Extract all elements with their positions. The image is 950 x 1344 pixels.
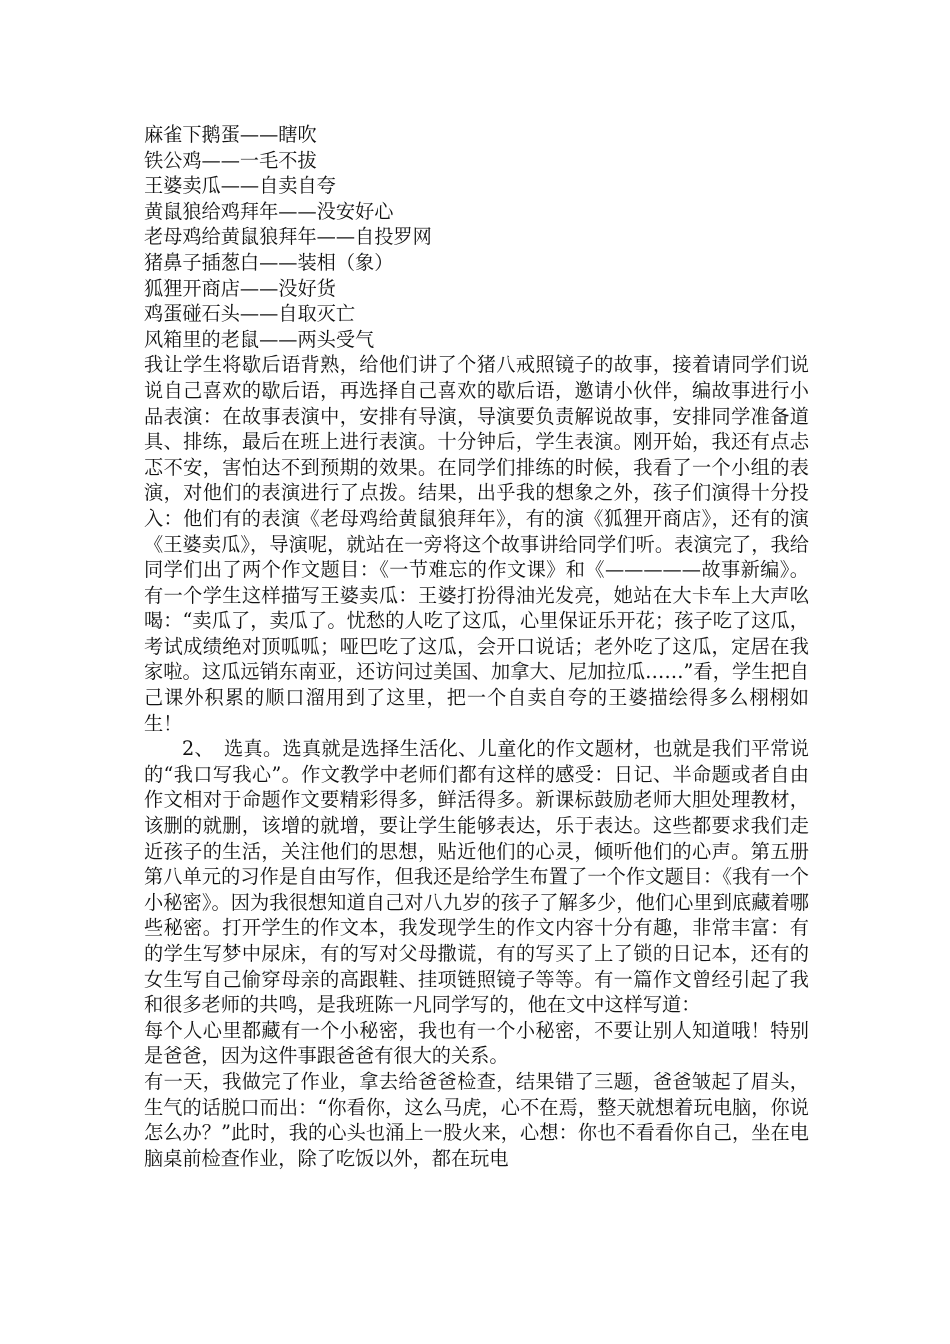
- proverb-line: 鸡蛋碰石头——自取灭亡: [144, 302, 356, 326]
- proverb-line: 铁公鸡——一毛不拔: [144, 148, 317, 172]
- paragraph-quote-2: 有一天，我做完了作业，拿去给爸爸检查，结果错了三题，爸爸皱起了眉头，生气的话脱口而出：“你看你，这么马虎，心不在焉，整天就想着玩电脑，你说怎么办？”此时，我的心头也涌上一股火来，心想：你也不看看你自己，坐在电脑桌前检查作业，除了吃饭以外，都在玩电: [144, 1069, 809, 1170]
- document-body: [144, 122, 809, 1171]
- proverb-line: 狐狸开商店——没好货: [144, 276, 336, 300]
- proverb-line: 猪鼻子插葱白——装相（象）: [144, 250, 394, 274]
- proverb-line: 王婆卖瓜——自卖自夸: [144, 174, 336, 198]
- proverb-line: 老母鸡给黄鼠狼拜年——自投罗网: [144, 225, 432, 249]
- proverb-line: 风箱里的老鼠——两头受气: [144, 327, 375, 351]
- proverb-line: 麻雀下鹅蛋——瞎吹: [144, 123, 317, 146]
- paragraph-section-2: 2、 选真。选真就是选择生活化、儿童化的作文题材，也就是我们平常说的“我口写我心”。作文教学中老师们都有这样的感受：日记、半命题或者自由作文相对于命题作文要精彩得多，鲜活得多。新课标鼓励老师大胆处理教材，该删的就删，该增的就增，要让学生能够表达，乐于表达。这些都要求我们走近孩子的生活，关注他们的思想，贴近他们的心灵，倾听他们的心声。第五册第八单元的习作是自由写作，但我还是给学生布置了一个作文题目：《我有一个小秘密》。因为我很想知道自己对八九岁的孩子了解多少，他们心里到底藏着哪些秘密。打开学生的作文本，我发现学生的作文内容十分有趣，非常丰富：有的学生写梦中尿床，有的写对父母撒谎，有的写买了上了锁的日记本，还有的女生写自己偷穿母亲的高跟鞋、挂项链照镜子等等。有一篇作文曾经引起了我和很多老师的共鸣，是我班陈一凡同学写的，他在文中这样写道：: [144, 737, 809, 1017]
- paragraph-quote-1: 每个人心里都藏有一个小秘密，我也有一个小秘密，不要让别人知道哦！特别是爸爸，因为这件事跟爸爸有很大的关系。: [144, 1018, 809, 1068]
- proverb-line: 黄鼠狼给鸡拜年——没安好心: [144, 199, 394, 223]
- paragraph-performance: 我让学生将歇后语背熟，给他们讲了个猪八戒照镜子的故事，接着请同学们说说自己喜欢的歇后语，再选择自己喜欢的歇后语，邀请小伙伴，编故事进行小品表演：在故事表演中，安排有导演，导演要负责解说故事，安排同学准备道具、排练，最后在班上进行表演。十分钟后，学生表演。刚开始，我还有点忐忑不安，害怕达不到预期的效果。在同学们排练的时候，我看了一个小组的表演，对他们的表演进行了点拨。结果，出乎我的想象之外，孩子们演得十分投入：他们有的表演《老母鸡给黄鼠狼拜年》，有的演《狐狸开商店》，还有的演《王婆卖瓜》，导演呢，就站在一旁将这个故事讲给同学们听。表演完了，我给同学们出了两个作文题目：《一节难忘的作文课》和《—————故事新编》。有一个学生这样描写王婆卖瓜：王婆打扮得油光发亮，她站在大卡车上大声吆喝：“卖瓜了，卖瓜了。忧愁的人吃了这瓜，心里保证乐开花；孩子吃了这瓜，考试成绩绝对顶呱呱；哑巴吃了这瓜，会开口说话；老外吃了这瓜，定居在我家啦。这瓜远销东南亚，还访问过美国、加拿大、尼加拉瓜……”看，学生把自己课外积累的顺口溜用到了这里，把一个自卖自夸的王婆描绘得多么栩栩如生！: [144, 353, 809, 735]
